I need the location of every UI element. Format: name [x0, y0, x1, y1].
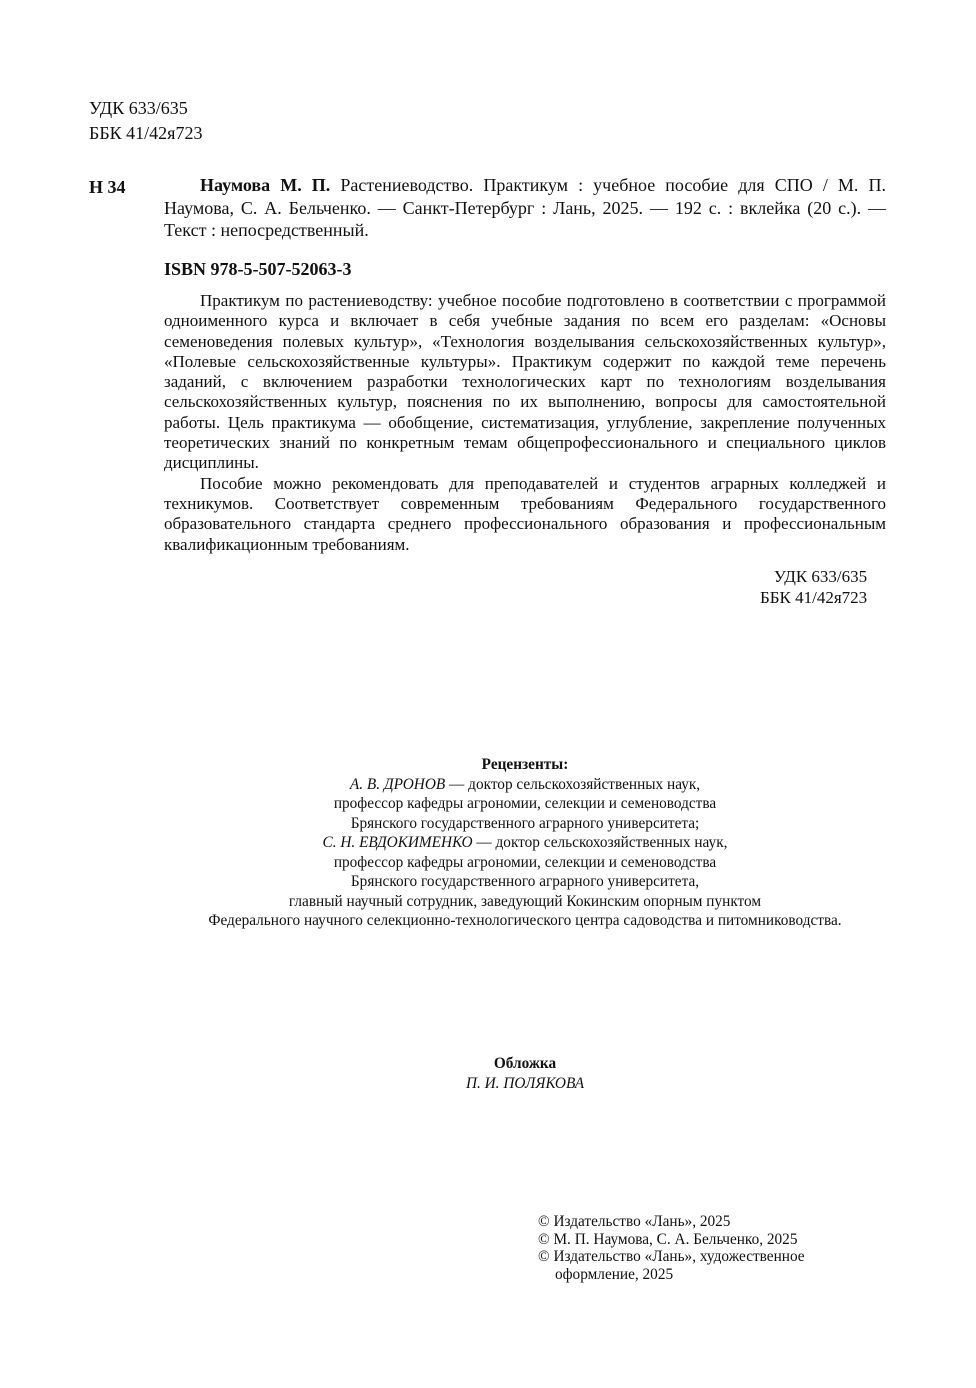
author-name: Наумова М. П.	[200, 175, 331, 195]
reviewer-2-line-2: профессор кафедры агрономии, селекции и семеноводства	[333, 853, 717, 871]
cover-title: Обложка	[493, 1055, 557, 1072]
author-mark: Н 34	[89, 177, 126, 197]
copyright-block	[538, 1213, 805, 1283]
bbk-code: ББК 41/42я723	[89, 123, 203, 143]
abstract	[164, 291, 886, 555]
reviewer-2-name: С. Н. ЕВДОКИМЕНКО	[322, 834, 473, 851]
copyright-line-1: © Издательство «Лань», 2025	[538, 1213, 731, 1230]
bibliographic-description: Растениеводство. Практикум : учебное пособие для СПО / М. П. Наумова, С. А. Бельченко. — Санкт-Петербург : Лань, 2025. — 192 с. : вклейка (20 с.). — Текст : непосредственный.	[164, 175, 886, 240]
reviewer-2-line-1: С. Н. ЕВДОКИМЕНКО — доктор сельскохозяйственных наук,	[322, 834, 728, 851]
udk-code: УДК 633/635	[89, 98, 188, 118]
bibliographic-record	[164, 174, 886, 242]
reviewer-1-line-2: профессор кафедры агрономии, селекции и семеноводства	[333, 795, 717, 812]
reviewer-2-line-5: Федерального научного селекционно-технологического центра садоводства и питомниководства.	[208, 912, 842, 929]
copyright-line-2: © М. П. Наумова, С. А. Бельченко, 2025	[538, 1230, 798, 1248]
cover-designer: П. И. ПОЛЯКОВА	[465, 1075, 585, 1092]
abstract-paragraph-1: Практикум по растениеводству: учебное пособие подготовлено в соответствии с программой одноименного курса и включает в себя учебные задания по всем его разделам: «Основы семеноведения полевых культур», «Технология возделывания сельскохозяйственных культур», «Полевые сельскохозяйственные культуры». Практикум содержит по каждой теме перечень заданий, с включением разработки технологических карт по технологиям возделывания сельскохозяйственных культур, пояснения по их выполнению, вопросы для самостоятельной работы. Цель практикума — обобщение, систематизация, углубление, закрепление полученных теоретических знаний по конкретным темам общепрофессионального и специального циклов дисциплины.	[164, 291, 886, 473]
abstract-paragraph-2: Пособие можно рекомендовать для преподавателей и студентов аграрных колледжей и техникумов. Соответствует современным требованиям Федерального государственного образовательного стандарта среднего профессионального образования и профессиональным квалификационным требованиям.	[164, 473, 886, 554]
reviewers-block	[0, 755, 976, 931]
cover-credit	[0, 1054, 976, 1094]
reviewer-1-line-3: Брянского государственного аграрного университета;	[350, 814, 700, 832]
udk-code-right: УДК 633/635	[773, 567, 868, 586]
top-classification	[89, 96, 202, 146]
reviewer-1-name: А. В. ДРОНОВ	[349, 775, 446, 793]
isbn: ISBN 978-5-507-52063-3	[164, 259, 352, 279]
reviewer-2-line-3: Брянского государственного аграрного университета,	[350, 873, 700, 890]
bbk-code-right: ББК 41/42я723	[760, 588, 868, 607]
copyright-line-3: © Издательство «Лань», художественное	[538, 1248, 805, 1265]
reviewers-title: Рецензенты:	[481, 756, 569, 773]
classification-codes	[760, 566, 867, 608]
copyright-line-4: оформление, 2025	[555, 1265, 674, 1283]
reviewer-2-line-4: главный научный сотрудник, заведующий Кокинским опорным пунктом	[288, 892, 762, 910]
reviewer-1-line-1: А. В. ДРОНОВ — доктор сельскохозяйственных наук,	[349, 775, 701, 793]
